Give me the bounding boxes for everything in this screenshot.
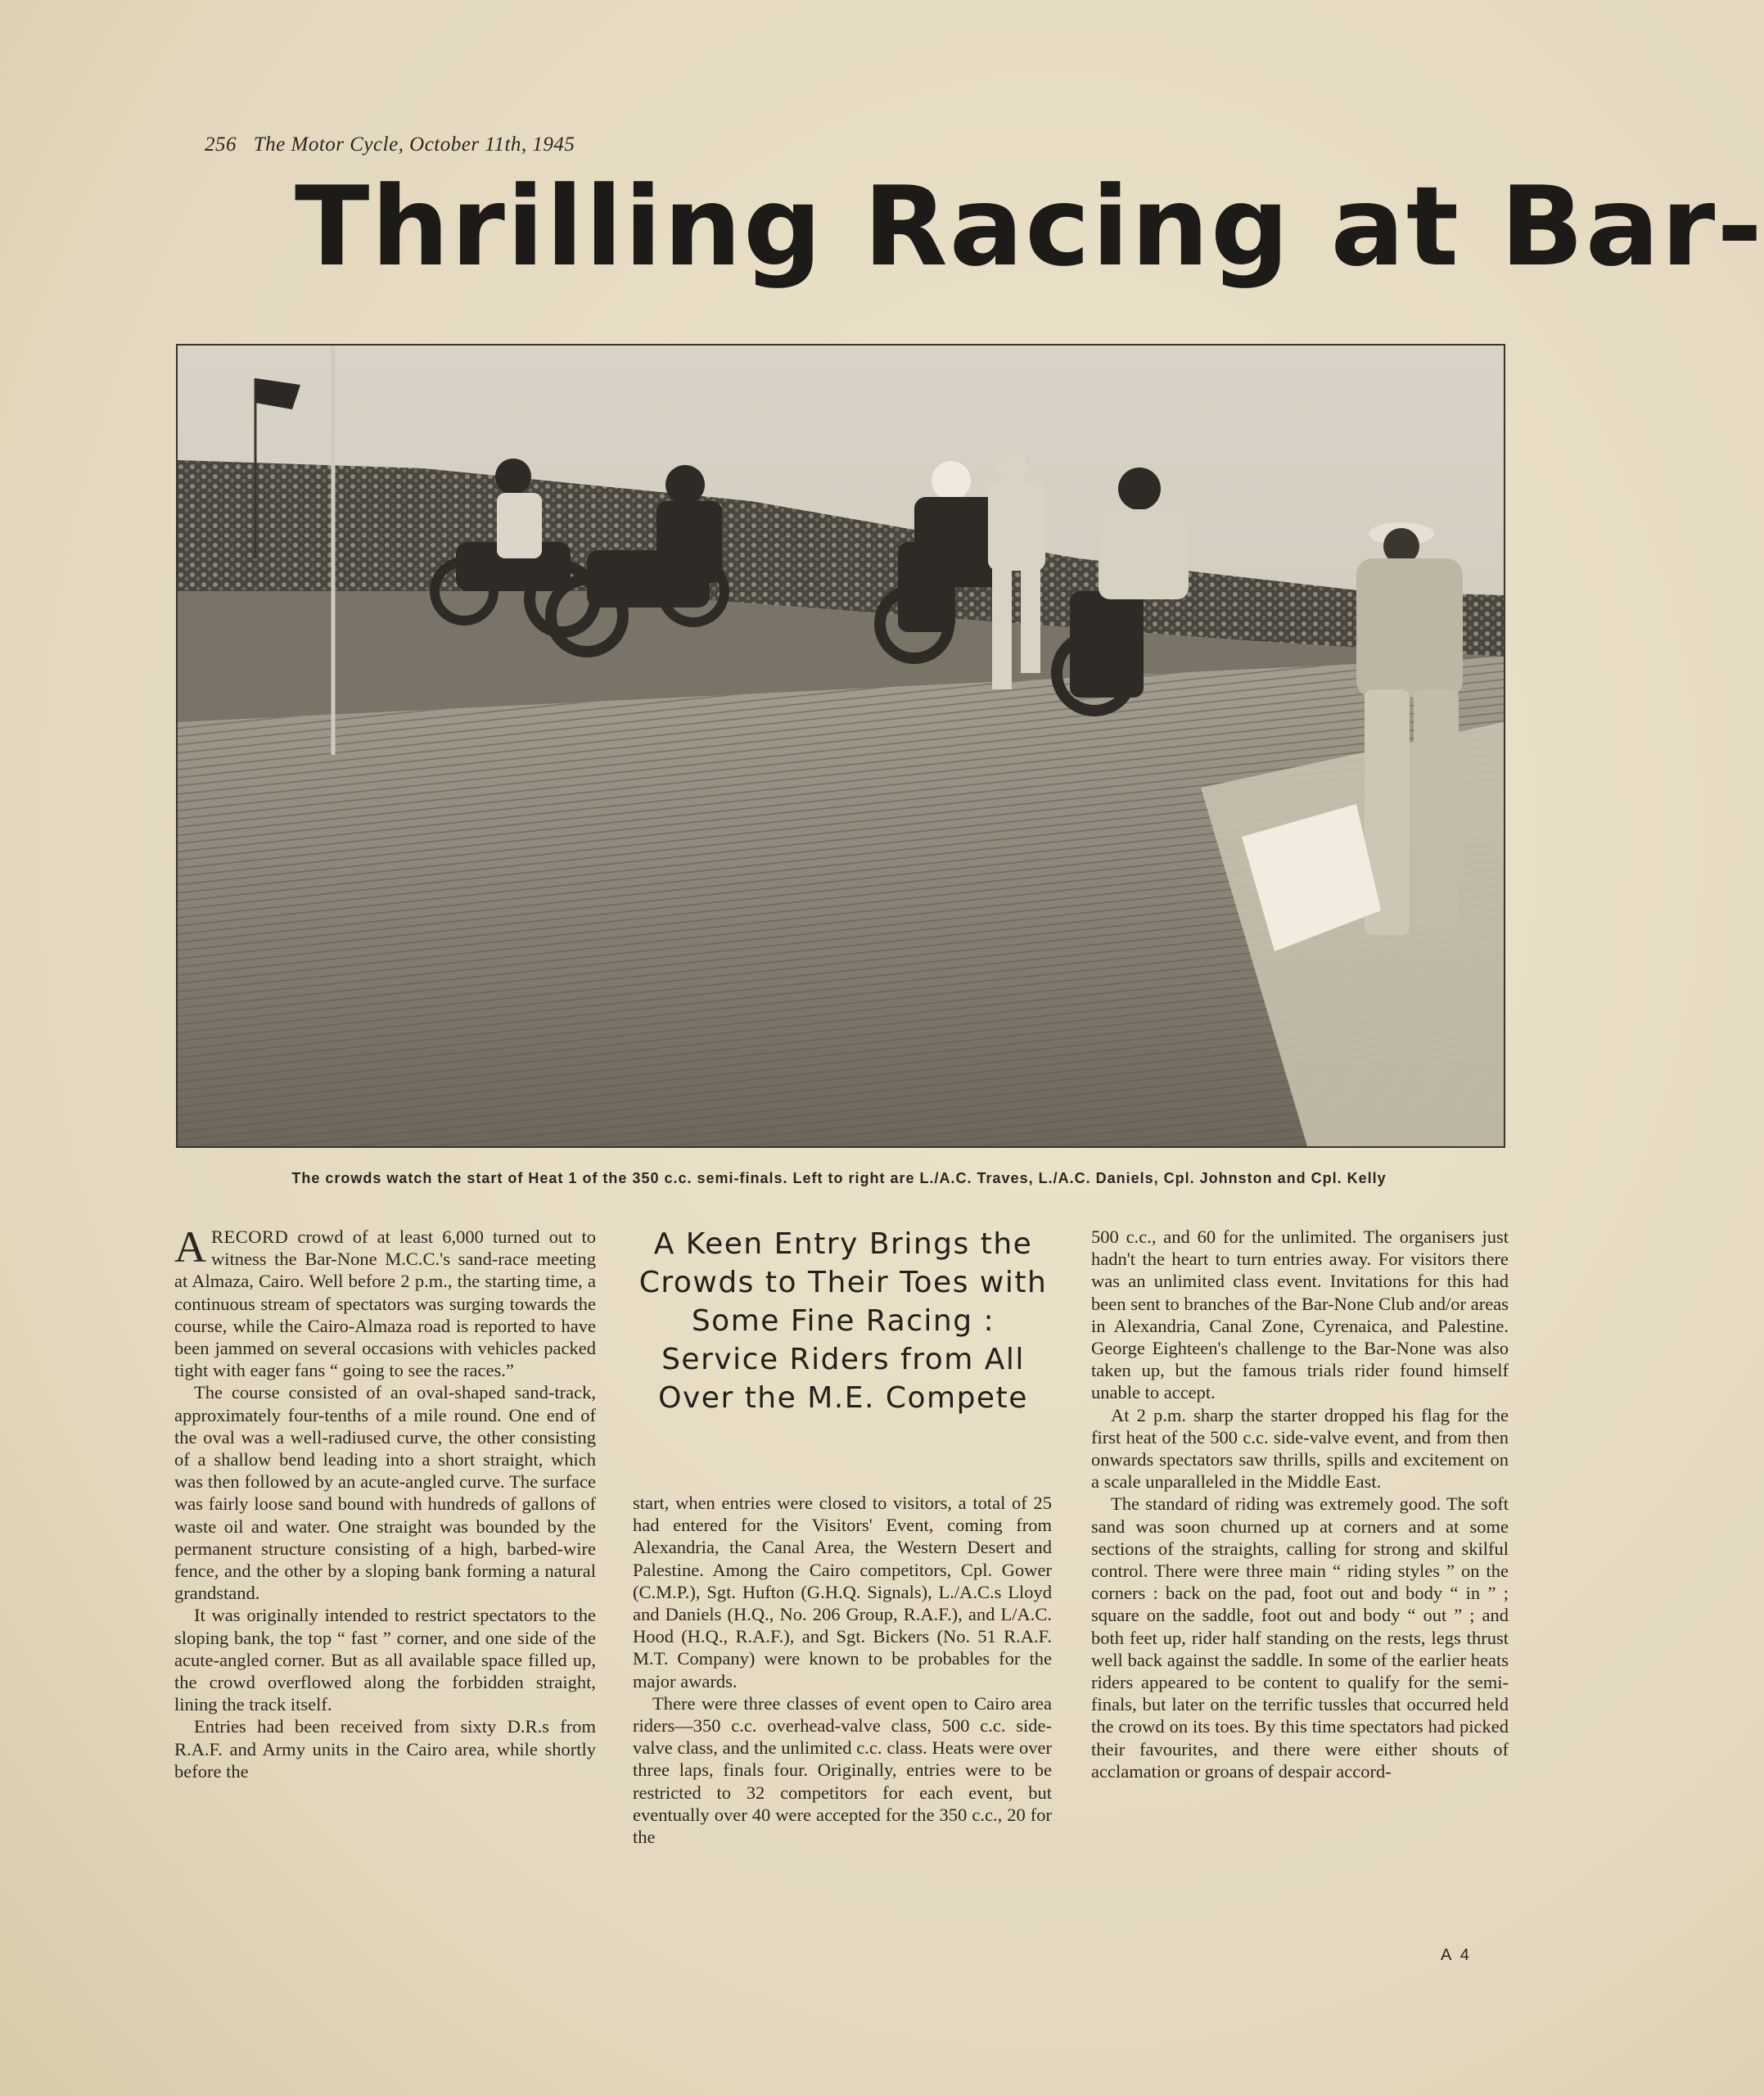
article-column-1 bbox=[174, 1222, 596, 1782]
publication-date-line: The Motor Cycle, October 11th, 1945 bbox=[253, 133, 575, 156]
lead-word: RECORD bbox=[211, 1226, 289, 1247]
race-photo bbox=[176, 344, 1505, 1148]
paragraph: At 2 p.m. sharp the starter dropped his flag for the first heat of the 500 c.c. side-valve event, and from then onwards spectators saw thrills, spills and excitement on a scale unparalleled in the Middle East. bbox=[1091, 1404, 1509, 1493]
motorcycle-race-photo-icon bbox=[178, 346, 1504, 1146]
article-column-2 bbox=[633, 1492, 1052, 1848]
paragraph: The course consisted of an oval-shaped sand-track, approximately four-tenths of a mile round. One end of the oval was a well-radiused curve, the other consisting of a shallow bend leading into a short straight, which was then followed by an acute-angled curve. The surface was fairly loose sand bound with hundreds of gallons of waste oil and water. One straight was bounded by the permanent structure consisting of a high, barbed-wire fence, and the other by a sloping bank forming a natural grandstand. bbox=[174, 1382, 596, 1604]
paragraph: 500 c.c., and 60 for the unlimited. The organisers just hadn't the heart to turn entries away. For visitors there was an unlimited class event. Invitations for this had been sent to branches of the Bar-None Club and/or areas in Alexandria, Canal Zone, Cyrenaica, and Palestine. George Eighteen's challenge to the Bar-None was also taken up, but the famous trials rider found himself unable to accept. bbox=[1091, 1226, 1509, 1403]
drop-cap: A bbox=[174, 1222, 206, 1272]
paragraph: start, when entries were closed to visitors, a total of 25 had entered for the Visitors' Event, coming from Alexandria, the Canal Area, the Western Desert and Palestine. Among the Cairo competitors, Cpl. Gower (C.M.P.), Sgt. Hufton (G.H.Q. Signals), L./A.C.s Lloyd and Daniels (H.Q., No. 206 Group, R.A.F.), and L/A.C. Hood (H.Q., R.A.F.), and Sgt. Bickers (No. 51 R.A.F. M.T. Company) were known to be probables for the major awards. bbox=[633, 1493, 1052, 1692]
paragraph: It was originally intended to restrict spectators to the sloping bank, the top “ fast ” corner, and one side of the acute-angled corner. But as all available space filled up, the crowd overflowed along the forbidden straight, lining the track itself. bbox=[174, 1605, 596, 1715]
page-number: 256 bbox=[205, 133, 237, 156]
paragraph: There were three classes of event open to Cairo area riders—350 c.c. overhead-valve class, 500 c.c. side-valve class, and the unlimited c.c. class. Heats were over three laps, finals four. Originally, entries were to be restricted to 32 competitors for each event, but eventually over 40 were accepted for the 350 c.c., 20 for the bbox=[633, 1692, 1052, 1848]
subheadline: A Keen Entry Brings the Crowds to Their Toes with Some Fine Racing : Service Riders from All Over the M.E. Compete bbox=[638, 1227, 1048, 1415]
page-code: A 4 bbox=[1441, 1946, 1472, 1964]
running-head bbox=[205, 133, 575, 156]
paragraph: The standard of riding was extremely good. The soft sand was soon churned up at corners and at some sections of the straights, calling for strong and skilful control. There were three main “ riding styles ” on the corners : back on the pad, foot out and body “ in ” ; square on the saddle, foot out and body “ out ” ; and both feet up, rider half standing on the rests, legs thrust well back against the saddle. In some of the earlier heats riders appeared to be content to qualify for the semi-finals, but later on the terrific tussles that occurred held the crowd on its toes. By this time spectators had picked their favourites, and there were either shouts of acclamation or groans of despair accord- bbox=[1091, 1493, 1509, 1782]
photo-caption: The crowds watch the start of Heat 1 of the 350 c.c. semi-finals. Left to right are L./A.C. Traves, L./A.C. Daniels, Cpl. Johnston and Cpl. Kelly bbox=[291, 1170, 1387, 1186]
paragraph: ARECORD crowd of at least 6,000 turned out to witness the Bar-None M.C.C.'s sand-race meeting at Almaza, Cairo. Well before 2 p.m., the starting time, a continuous stream of spectators was surging towards the course, while the Cairo-Almaza road is reported to have been jammed on several occasions with vehicles packed tight with eager fans “ going to see the races.” bbox=[174, 1222, 596, 1381]
article-column-3 bbox=[1091, 1226, 1509, 1782]
headline: Thrilling Racing at Bar- bbox=[295, 163, 1764, 291]
paragraph: Entries had been received from sixty D.R.s from R.A.F. and Army units in the Cairo area, while shortly before the bbox=[174, 1716, 596, 1782]
